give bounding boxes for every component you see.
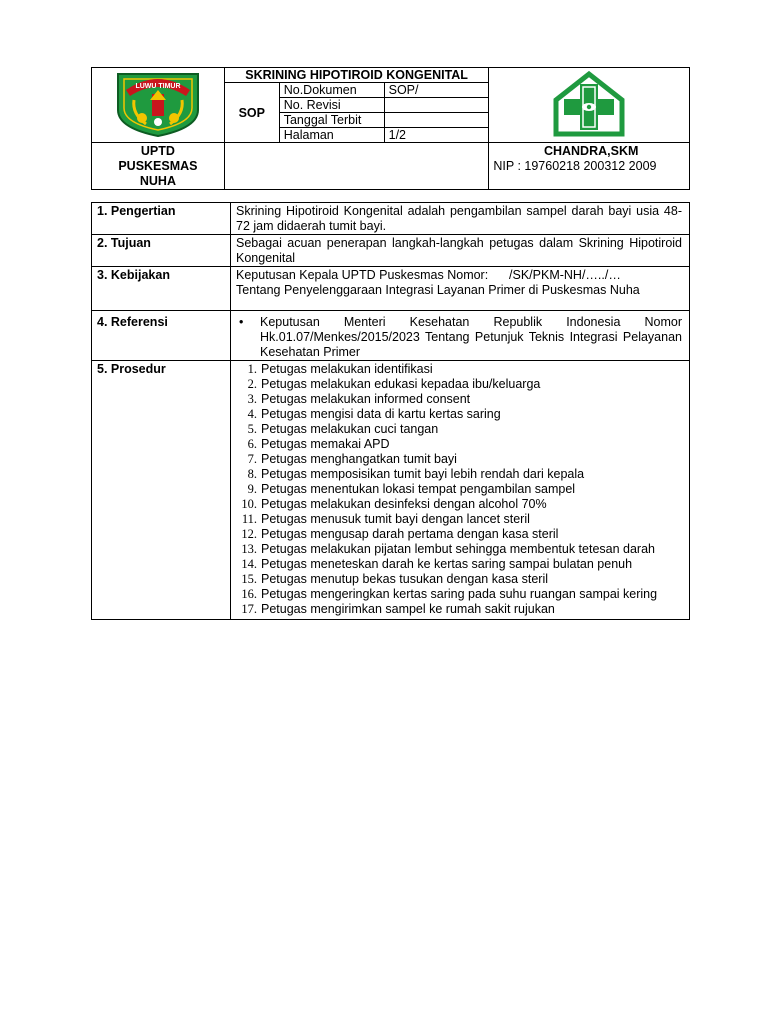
- procedure-step-text: Petugas memposisikan tumit bayi lebih rendah dari kepala: [261, 467, 585, 481]
- section-text: [231, 311, 690, 361]
- procedure-step-text: Petugas melakukan edukasi kepadaa ibu/keluarga: [261, 377, 541, 391]
- luwu-timur-logo: [112, 70, 204, 138]
- procedure-step: [234, 437, 682, 452]
- signer-cell: [489, 143, 690, 190]
- org-line-1: UPTD: [140, 143, 175, 158]
- procedure-step: [234, 392, 682, 407]
- procedure-step-text: Petugas memakai APD: [261, 437, 390, 451]
- procedure-step: [234, 587, 682, 602]
- procedure-step-text: Petugas melakukan identifikasi: [261, 362, 433, 376]
- procedure-step-number: 14.: [241, 557, 257, 571]
- bullet-icon: •: [239, 315, 244, 329]
- procedure-step-text: Petugas melakukan desinfeksi dengan alcohol 70%: [261, 497, 547, 511]
- procedure-step: [234, 377, 682, 392]
- procedure-step: [234, 407, 682, 422]
- procedure-step-text: Petugas mengisi data di kartu kertas saring: [261, 407, 501, 421]
- procedure-step-text: Petugas mengusap darah pertama dengan kasa steril: [261, 527, 559, 541]
- procedure-step-number: 9.: [247, 482, 257, 496]
- procedure-step-text: Petugas melakukan pijatan lembut sehingga membentuk tetesan darah: [261, 542, 656, 556]
- procedure-step-text: Petugas menutup bekas tusukan dengan kasa steril: [261, 572, 548, 586]
- section-label: 1. Pengertian: [92, 203, 231, 235]
- signer-name: CHANDRA,SKM: [543, 144, 639, 158]
- procedure-list: [234, 362, 682, 617]
- procedure-step-text: Petugas menentukan lokasi tempat pengambilan sampel: [261, 482, 576, 496]
- procedure-step-text: Petugas melakukan cuci tangan: [261, 422, 439, 436]
- kebijakan-line-1: Keputusan Kepala UPTD Puskesmas Nomor: /SK/PKM-NH/…../…: [236, 268, 621, 282]
- org-line-3: NUHA: [139, 173, 176, 188]
- signer-nip: NIP : 19760218 200312 2009: [493, 159, 657, 173]
- procedure-step-number: 3.: [247, 392, 257, 406]
- reference-list: [236, 315, 682, 360]
- doc-field-label: Tanggal Terbit: [279, 113, 384, 128]
- right-logo-cell: [489, 68, 690, 143]
- procedure-step: [234, 452, 682, 467]
- section-text: [231, 267, 690, 311]
- doc-field-value: [384, 113, 489, 128]
- procedure-step-text: Petugas menusuk tumit bayi dengan lancet steril: [261, 512, 530, 526]
- puskesmas-logo: [544, 70, 634, 138]
- header-table: [91, 67, 690, 190]
- procedure-step: [234, 602, 682, 617]
- document-title: SKRINING HIPOTIROID KONGENITAL: [224, 68, 489, 83]
- section-label: 4. Referensi: [92, 311, 231, 361]
- procedure-step-number: 4.: [247, 407, 257, 421]
- procedure-step-number: 11.: [241, 512, 257, 526]
- procedure-step-text: Petugas mengirimkan sampel ke rumah sakit rujukan: [261, 602, 555, 616]
- procedure-step-number: 15.: [241, 572, 257, 586]
- org-line-2: PUSKESMAS: [118, 158, 198, 173]
- procedure-step: [234, 572, 682, 587]
- procedure-step-number: 7.: [247, 452, 257, 466]
- procedure-step: [234, 482, 682, 497]
- procedure-step-text: Petugas melakukan informed consent: [261, 392, 471, 406]
- row-kebijakan: [92, 267, 690, 311]
- procedure-step: [234, 362, 682, 377]
- sop-label: SOP: [224, 83, 279, 143]
- section-label: 3. Kebijakan: [92, 267, 231, 311]
- left-logo-cell: [92, 68, 225, 143]
- row-prosedur: [92, 361, 690, 620]
- logo-banner-text: LUWU TIMUR: [135, 82, 181, 90]
- row-referensi: [92, 311, 690, 361]
- procedure-step-text: Petugas mengeringkan kertas saring pada suhu ruangan sampai kering: [261, 587, 658, 601]
- section-text: [231, 361, 690, 620]
- doc-field-value: [384, 98, 489, 113]
- reference-item: [236, 315, 682, 360]
- procedure-step-text: Petugas meneteskan darah ke kertas saring sampai bulatan penuh: [261, 557, 633, 571]
- doc-field-label: No. Revisi: [279, 98, 384, 113]
- procedure-step: [234, 512, 682, 527]
- procedure-step-number: 8.: [247, 467, 257, 481]
- procedure-step-number: 12.: [241, 527, 257, 541]
- row-pengertian: [92, 203, 690, 235]
- section-text: Skrining Hipotiroid Kongenital adalah pengambilan sampel darah bayi usia 48-72 jam didaerah tumit bayi.: [231, 203, 690, 235]
- procedure-step-number: 16.: [241, 587, 257, 601]
- procedure-step: [234, 542, 682, 557]
- procedure-step: [234, 557, 682, 572]
- procedure-step-number: 6.: [247, 437, 257, 451]
- procedure-step-text: Petugas menghangatkan tumit bayi: [261, 452, 457, 466]
- procedure-step: [234, 422, 682, 437]
- doc-field-label: No.Dokumen: [279, 83, 384, 98]
- procedure-step-number: 1.: [247, 362, 257, 376]
- sop-content-table: [91, 202, 690, 620]
- procedure-step-number: 13.: [241, 542, 257, 556]
- kebijakan-line-2: Tentang Penyelenggaraan Integrasi Layanan Primer di Puskesmas Nuha: [236, 283, 640, 297]
- section-label: 2. Tujuan: [92, 235, 231, 267]
- org-name-cell: [92, 143, 225, 190]
- doc-field-value: 1/2: [384, 128, 489, 143]
- empty-middle-cell: [224, 143, 489, 190]
- procedure-step-number: 10.: [241, 497, 257, 511]
- procedure-step-number: 2.: [247, 377, 257, 391]
- procedure-step: [234, 527, 682, 542]
- doc-field-label: Halaman: [279, 128, 384, 143]
- row-tujuan: [92, 235, 690, 267]
- procedure-step: [234, 497, 682, 512]
- procedure-step: [234, 467, 682, 482]
- reference-text: Keputusan Menteri Kesehatan Republik Indonesia Nomor Hk.01.07/Menkes/2015/2023 Tentang Petunjuk Teknis Integrasi Pelayanan Kesehatan Primer: [260, 315, 682, 359]
- section-label: 5. Prosedur: [92, 361, 231, 620]
- doc-field-value: SOP/: [384, 83, 489, 98]
- section-text: Sebagai acuan penerapan langkah-langkah petugas dalam Skrining Hipotiroid Kongenital: [231, 235, 690, 267]
- procedure-step-number: 5.: [247, 422, 257, 436]
- procedure-step-number: 17.: [241, 602, 257, 616]
